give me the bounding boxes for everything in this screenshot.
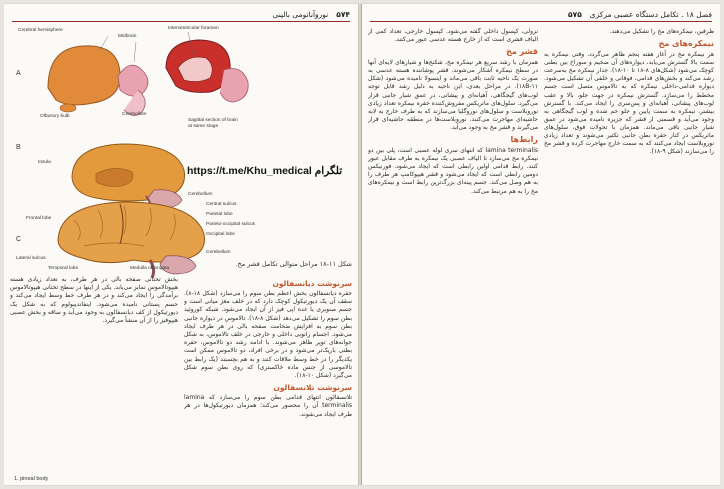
label-occipital-lobe: Occipital lobe	[206, 232, 235, 237]
label-medulla-oblongata: Medulla oblongata	[130, 266, 170, 271]
header-rule	[12, 21, 350, 22]
right-page-right-column	[544, 28, 714, 479]
left-page-left-column	[10, 276, 178, 473]
left-page-columns	[10, 276, 352, 473]
paragraph-cerebral-cortex: همزمان با رشد سریع هر نیمکره مخ، شکنج‌ها و شیارهای لایه‌ای آنها در سطح نیمکره آشکار می‌شوند. قشر پوشاننده هسته عدسی به صورت یک ناحیه ثابت باقی می‌ماند و اینسولا نامیده می‌شود (شکل ۱۱-۱۸B). در مراحل بعدی، این ناحیه به دلیل رشد قابل توجه لوب‌های گیجگاهی، آهیانه‌ای و پیشانی، در عمق شیار جانبی قرار می‌گیرد. سلول‌های ماتریکس مفروش‌کننده حفره نیمکره تعداد زیادی نوروبلاست و سلول‌های نوروگلیا می‌سازند که به طرف خارج به لایه حاشیه‌ای مهاجرت می‌کنند. نوروبلاست‌ها در منطقه حاشیه‌ای قرار می‌گیرند و قشر مخ به وجود می‌آید.	[368, 59, 538, 131]
panel-letter-a: A	[16, 70, 21, 77]
label-midbrain: Midbrain	[118, 34, 137, 39]
label-frontal-lobe: Frontal lobe	[26, 216, 52, 221]
right-page-columns	[368, 28, 714, 479]
telegram-watermark: https://t.me/Khu_medical تلگرام	[187, 165, 343, 177]
label-cerebellum-c: Cerebellum	[206, 250, 231, 255]
section-title-cerebral-hemispheres: نیمکره‌های مخ	[658, 39, 714, 49]
panel-letter-b: B	[16, 144, 21, 151]
paragraph-hypothalamus: بخش تحتانی صفحه بالی در هر طرف، به تعداد زیادی هسته هیپوتالاموس تمایز می‌یابد. یکی از اینها در سطح تحتانی هیپوتالاموس برآمدگی را ایجاد می‌کند و در هر طرف خط وسط ایجاد می‌کند و جسم پستانی نامیده می‌شود. اینفاندیبولوم که به شکل یک دیورتیکول از کف دیانسفالون به وجود می‌آید و ساقه و بخش عصبی هیپوفیز را از آن منشأ می‌گیرد.	[10, 276, 178, 325]
left-header-title: نوروآناتومی بالینی	[272, 10, 329, 19]
label-interventricular-foramen: Interventricular foramen	[168, 26, 219, 31]
left-page-number: ۵۷۴	[336, 10, 350, 19]
right-header-title: فصل ۱۸ . تکامل دستگاه عصبی مرکزی	[589, 10, 712, 19]
footnote: 1. pineal body	[14, 476, 49, 482]
header-rule-right	[370, 21, 712, 22]
section-title-commissures: رابط‌ها	[510, 135, 538, 145]
paragraph-telencephalon: تلانسفالون انتهای قدامی بطن سوم را می‌سازد که lamina terminalis آن را محصور می‌کند؛ همزمان دیورتیکول‌ها در هر طرف ایجاد می‌شوند.	[184, 394, 352, 418]
section-title-diencephalon: سرنوشت دیانسفالون	[272, 279, 352, 288]
label-parieto-occipital-sulcus: Parieto-occipital sulcus	[206, 222, 256, 227]
label-insula: Insula	[38, 160, 51, 165]
label-temporal-lobe: Temporal lobe	[48, 266, 79, 271]
left-page-right-column	[184, 276, 352, 473]
label-cerebral-hemisphere: Cerebral hemisphere	[18, 28, 63, 33]
right-page-number: ۵۷۵	[568, 10, 582, 19]
label-olfactory-bulb: Olfactory bulb	[40, 114, 70, 119]
label-lateral-sulcus: Lateral sulcus	[16, 256, 46, 261]
label-parietal-lobe: Parietal lobe	[206, 212, 233, 217]
label-cerebellum-a: Cerebellum	[122, 112, 147, 117]
figure-caption: شکل ۱۱-۱۸ مراحل متوالی تکامل قشر مخ.	[235, 260, 352, 268]
right-page	[362, 4, 720, 485]
paragraph-internal-capsule: نزولی، کپسول داخلی گفته می‌شود. کپسول خارجی، تعداد کمی از الیاف قشری است که از خارج هسته عدسی عبور می‌کنند.	[368, 28, 538, 44]
label-central-sulcus: Central sulcus	[206, 202, 237, 207]
brain-development-figure	[10, 24, 352, 272]
paragraph-intro-hemispheres: ظرفین، نیمکره‌های مخ را تشکیل می‌دهند.	[609, 28, 714, 35]
panel-a-embryo-brain-illustration	[38, 28, 268, 128]
right-page-left-column	[368, 28, 538, 479]
paragraph-diencephalon: حفره دیانسفالون بخش اعظم بطن سوم را می‌سازد (شکل ۱۸-۸). سقف آن یک دیورتیکول کوچک دارد که در خلف مغز میانی است و جسم صنوبری یا غده اپی فیز از آن ایجاد می‌شود. شبکه کوروئید بطن سوم را تشکیل می‌دهد (شکل ۸-۱۸). تالاموس در دیواره جانبی بطن سوم به افزایش ضخامت صفحه بالی در هر طرف ایجاد می‌شود. اجسام زانویی داخلی و خارجی در خلف تالاموس، به شکل جوانه‌های توپر ظاهر می‌شوند. با ادامه رشد دو تالاموس، حفره بطنی باریک‌تر می‌شود و در برخی افراد، دو تالاموس ممکن است یکدیگر را در خط وسط ملاقات کنند و به هم بچسبند (یک رابط بین تالاموسی از جنس ماده خاکستری) که روی بطن سوم شکل می‌گیرد (شکل ۱۰-۱۸).	[184, 290, 352, 380]
left-page	[4, 4, 358, 485]
section-title-telencephalon: سرنوشت تلانسفالون	[273, 383, 352, 393]
right-running-header	[370, 10, 712, 19]
paragraph-cerebral-hemispheres: هر نیمکره مخ در آغاز هفته پنجم ظاهر می‌گردد. وقتی نیمکره به سمت بالا گسترش می‌یابد، دیواره‌های آن ضخیم و سوراخ بین بطنی کوچک می‌شود (شکل‌های ۸-۱۸ تا ۱۰-۱۸). جدار نیمکره مخ به‌سرعت رشد می‌کند و بخش‌های قدامی، فوقانی و خلفی آن تشکیل می‌شود. دیواره قدامی-داخلی نیمکره که به تالاموس متصل است جسم مخطط را می‌سازد. گسترش نیمکره در جهت جلو، بالا و عقب لوب‌های پیشانی، آهیانه‌ای و پس‌سری را ایجاد می‌کند. با گسترش بیشتر، نیمکره به سمت پایین و جلو خم شده و لوب گیجگاهی به وجود می‌آید و قسمتی از قشر که جزیره نامیده می‌شود در عمق شیار جانبی باقی می‌ماند. همزمان با تحولات فوق، سلول‌های ماتریکس در کنار حفره بطن جانبی تکثیر می‌شوند و تعداد زیادی نوروبلاست ایجاد می‌کنند که به سمت خارج مهاجرت کرده و قشر مخ را می‌سازند (شکل ۹-۱۸).	[544, 51, 714, 156]
label-cerebellum-b: Cerebellum	[188, 192, 213, 197]
label-sagittal-section: Sagittal section of brain at same stage	[188, 118, 238, 129]
panel-letter-c: C	[16, 236, 22, 243]
left-running-header	[12, 10, 350, 19]
section-title-cerebral-cortex: قشر مخ	[506, 47, 538, 57]
paragraph-commissures: lamina terminalis که انتهای سری لوله عصبی است، پلی بین دو نیمکره مخ می‌سازد تا الیاف عصبی یک نیمکره به طرف مقابل عبور کنند. رابط قدامی اولین رابطی است که ایجاد می‌شود. فورنیکس دومین رابطی است که ایجاد می‌شود و قشر هیپوکامپ هر طرف را به هم وصل می‌کند. جسم پینه‌ای بزرگ‌ترین رابط است و نیمکره‌های مخ را به هم مرتبط می‌کند.	[368, 147, 538, 195]
